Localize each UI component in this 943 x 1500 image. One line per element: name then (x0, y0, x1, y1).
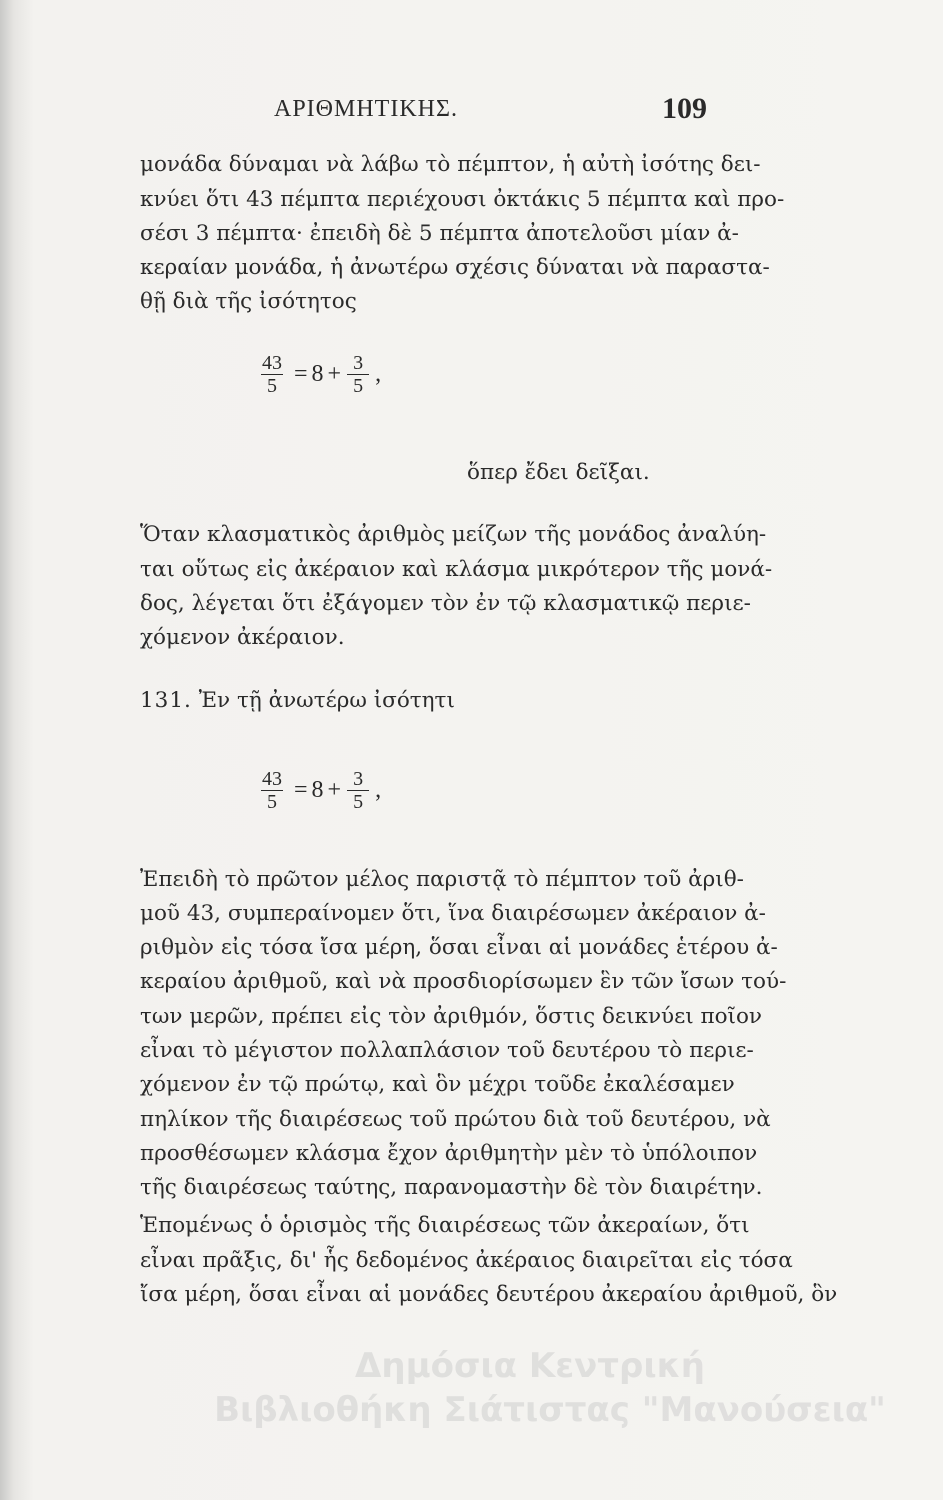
fraction-denominator: 5 (261, 790, 283, 813)
text-line: θῇ διὰ τῆς ἰσότητος (140, 289, 357, 314)
text-line: σέσι 3 πέμπτα· ἐπειδὴ δὲ 5 πέμπτα ἀποτελοῦσι μίαν ἀ- (140, 221, 739, 246)
trailing-comma: , (375, 361, 382, 387)
running-title: ΑΡΙΘΜΗΤΙΚΗΣ. (274, 96, 458, 122)
text-line: κεραίου ἀριθμοῦ, καὶ νὰ προσδιορίσωμεν ἓν τῶν ἴσων τού- (140, 969, 787, 994)
fraction-numerator: 3 (353, 768, 364, 790)
text-line: κεραίαν μονάδα, ἡ ἀνωτέρω σχέσις δύναται νὰ παραστα- (140, 255, 770, 280)
text-line: μονάδα δύναμαι νὰ λάβω τὸ πέμπτον, ἡ αὐτὴ ἰσότης δει- (140, 152, 761, 177)
whole-number: 8 (311, 777, 324, 803)
trailing-comma: , (375, 777, 382, 803)
library-watermark-line-2: Βιβλιοθήκη Σιάτιστας "Μανούσεια" (214, 1390, 886, 1430)
text-line: εἶναι τὸ μέγιστον πολλαπλάσιον τοῦ δευτέρου τὸ περιε- (140, 1038, 754, 1063)
qed-line: ὅπερ ἔδει δεῖξαι. (467, 460, 650, 485)
text-line: ται οὕτως εἰς ἀκέραιον καὶ κλάσμα μικρότερον τῆς μονά- (140, 557, 773, 582)
fraction-rhs (347, 768, 369, 813)
fraction-numerator: 43 (262, 768, 282, 790)
text-line: Ἑπομένως ὁ ὁρισμὸς τῆς διαιρέσεως τῶν ἀκεραίων, ὅτι (140, 1213, 750, 1238)
fraction-numerator: 43 (262, 352, 282, 374)
text-line: τῆς διαιρέσεως ταύτης, παρανομαστὴν δὲ τὸν διαιρέτην. (140, 1175, 763, 1200)
text-line: ἴσα μέρη, ὅσαι εἶναι αἱ μονάδες δευτέρου ἀκεραίου ἀριθμοῦ, ὃν (140, 1282, 838, 1307)
text-line: ριθμὸν εἰς τόσα ἴσα μέρη, ὅσαι εἶναι αἱ μονάδες ἑτέρου ἀ- (140, 935, 778, 960)
text-line: Ὅταν κλασματικὸς ἀριθμὸς μείζων τῆς μονάδος ἀναλύη- (140, 522, 767, 547)
fraction-lhs (256, 768, 288, 813)
text-line: δος, λέγεται ὅτι ἐξάγομεν τὸν ἐν τῷ κλασματικῷ περιε- (140, 591, 751, 616)
plus-sign: + (327, 777, 342, 803)
text-line: Ἐπειδὴ τὸ πρῶτον μέλος παριστᾷ τὸ πέμπτον τοῦ ἀριθ- (140, 867, 744, 892)
equals-sign: = (294, 361, 308, 387)
text-line: των μερῶν, πρέπει εἰς τὸν ἀριθμόν, ὅστις δεικνύει ποῖον (140, 1004, 762, 1029)
library-watermark-line-1: Δημόσια Κεντρική (355, 1346, 705, 1386)
equals-sign: = (294, 777, 308, 803)
text-line: χόμενον ἀκέραιον. (140, 625, 345, 650)
text-line: προσθέσωμεν κλάσμα ἔχον ἀριθμητὴν μὲν τὸ ὑπόλοιπον (140, 1141, 758, 1166)
fraction-rhs (347, 352, 369, 397)
fraction-denominator: 5 (261, 374, 283, 397)
text-line: χόμενον ἐν τῷ πρώτῳ, καὶ ὃν μέχρι τοῦδε ἐκαλέσαμεν (140, 1072, 735, 1097)
text-line: κνύει ὅτι 43 πέμπτα περιέχουσι ὀκτάκις 5 πέμπτα καὶ προ- (140, 187, 785, 212)
page-header (140, 92, 707, 132)
plus-sign: + (327, 361, 342, 387)
section-heading (140, 687, 707, 715)
fraction-denominator: 5 (347, 790, 369, 813)
page-number: 109 (662, 92, 707, 125)
equation-1 (252, 352, 383, 397)
fraction-lhs (256, 352, 288, 397)
text-line: μοῦ 43, συμπεραίνομεν ὅτι, ἵνα διαιρέσωμεν ἀκέραιον ἀ- (140, 901, 766, 926)
fraction-denominator: 5 (347, 374, 369, 397)
text-line: εἶναι πρᾶξις, δι' ἧς δεδομένος ἀκέραιος διαιρεῖται εἰς τόσα (140, 1248, 793, 1273)
whole-number: 8 (311, 361, 324, 387)
section-text: Ἐν τῇ ἀνωτέρω ἰσότητι (198, 688, 455, 713)
equation-2 (252, 768, 383, 813)
section-number: 131. (140, 688, 192, 713)
text-line: πηλίκον τῆς διαιρέσεως τοῦ πρώτου διὰ τοῦ δευτέρου, νὰ (140, 1107, 771, 1132)
fraction-numerator: 3 (353, 352, 364, 374)
